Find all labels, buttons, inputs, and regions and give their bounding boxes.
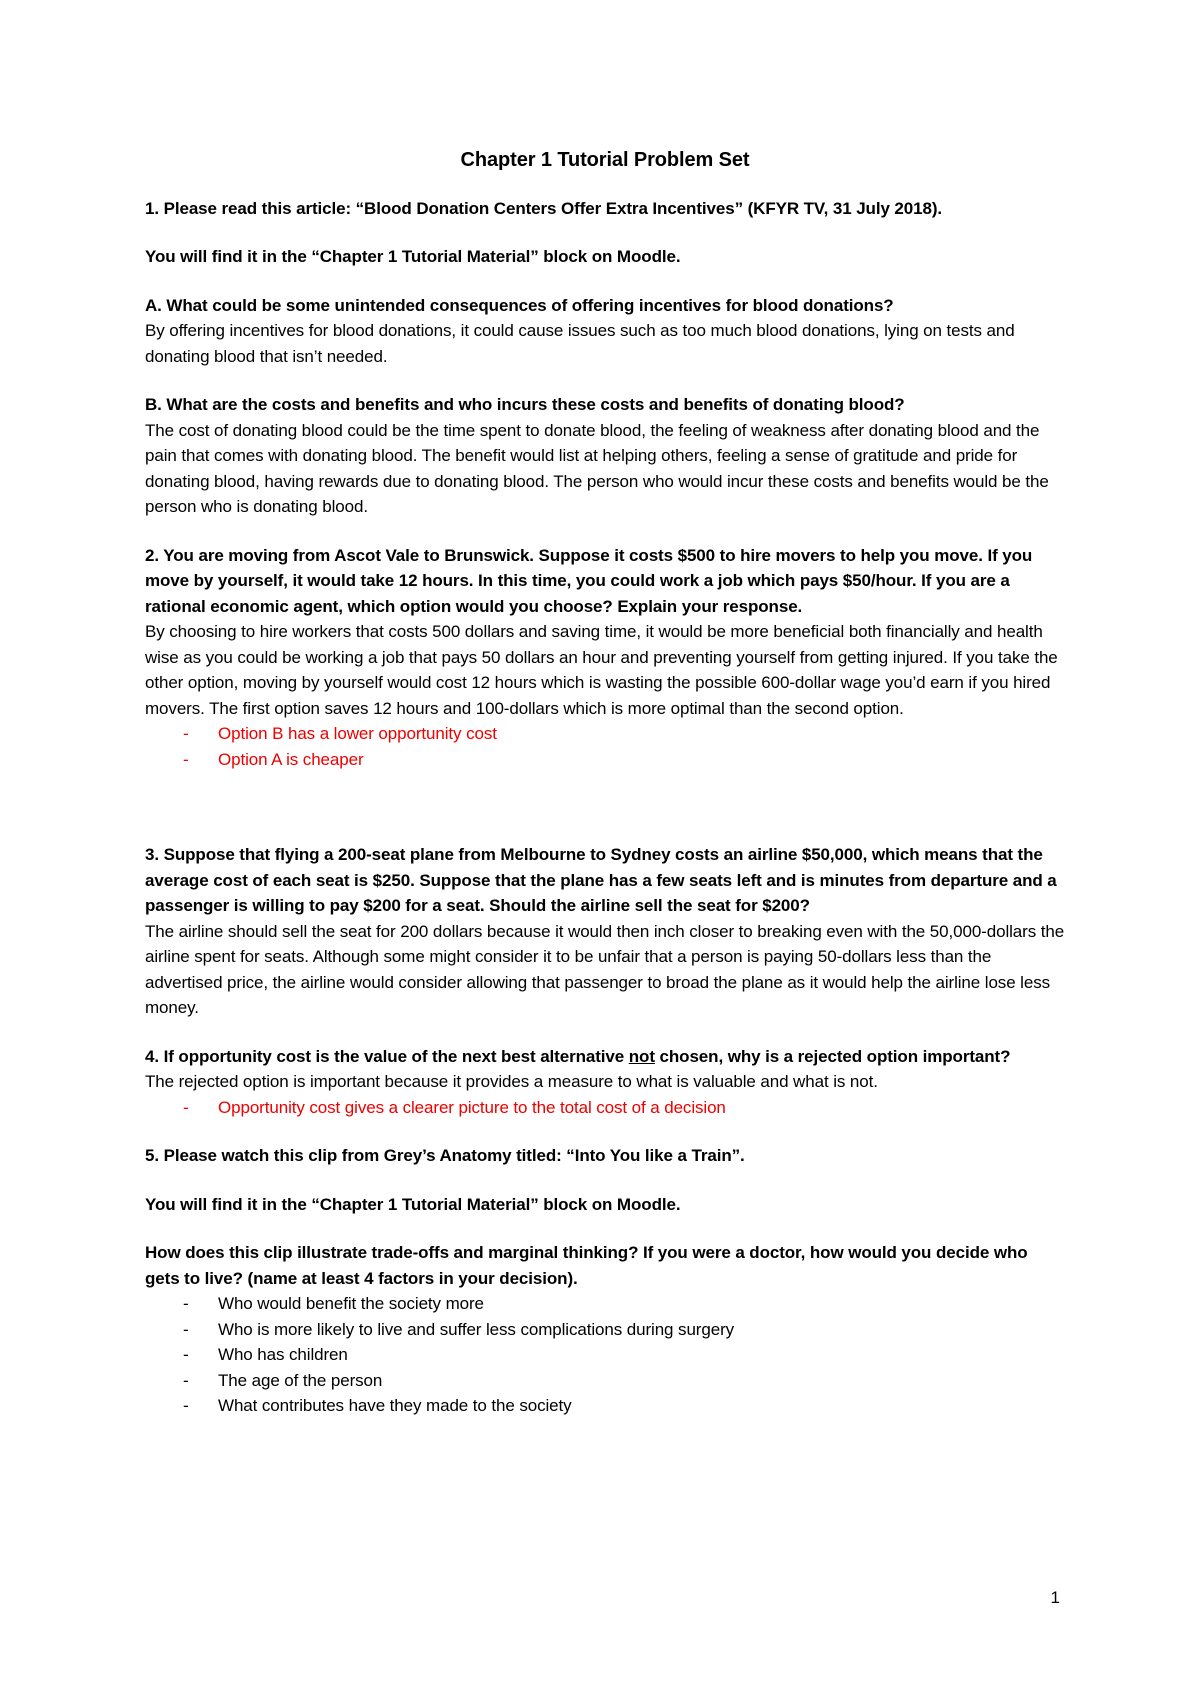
q2-block <box>145 543 1065 773</box>
list-item: - Opportunity cost gives a clearer picture to the total cost of a decision <box>145 1095 1065 1121</box>
list-item: - What contributes have they made to the society <box>145 1393 1065 1419</box>
list-item: - Option A is cheaper <box>145 747 1065 773</box>
page-title: Chapter 1 Tutorial Problem Set <box>460 149 750 171</box>
q1-prompt: 1. Please read this article: “Blood Donation Centers Offer Extra Incentives” (KFYR TV, 31 July 2018). <box>145 198 943 218</box>
document-body <box>145 148 1065 1419</box>
spacer <box>145 772 1065 842</box>
q4-notes-list <box>145 1095 1065 1121</box>
q1-part-a <box>145 293 1065 370</box>
q5-moodle-note: You will find it in the “Chapter 1 Tutorial Material” block on Moodle. <box>145 1194 681 1214</box>
list-item: - Who would benefit the society more <box>145 1291 1065 1317</box>
q4-question-post: chosen, why is a rejected option important? <box>654 1046 1011 1066</box>
q4-question-pre: 4. If opportunity cost is the value of the next best alternative <box>145 1046 629 1066</box>
q1-b-answer: The cost of donating blood could be the time spent to donate blood, the feeling of weakness after donating blood and the pain that comes with donating blood. The benefit would list at helping others, feeling a sense of gratitude and pride for donating blood, having rewards due to donating blood. The person who would incur these costs and benefits would be the person who is donating blood. <box>145 420 1049 516</box>
list-item: - Option B has a lower opportunity cost <box>145 721 1065 747</box>
q4-question-underlined: not <box>628 1046 655 1066</box>
q3-block <box>145 842 1065 1021</box>
q4-block <box>145 1044 1065 1121</box>
q3-question: 3. Suppose that flying a 200-seat plane from Melbourne to Sydney costs an airline $50,000, which means that the average cost of each seat is $250. Suppose that the plane has a few seats left and is minutes from departure and a passenger is willing to pay $200 for a seat. Should the airline sell the seat for $200? <box>145 845 1057 915</box>
q4-answer: The rejected option is important because it provides a measure to what is valuable and what is not. <box>145 1072 878 1091</box>
q5-block <box>145 1240 1065 1419</box>
q2-answer: By choosing to hire workers that costs 500 dollars and saving time, it would be more beneficial both financially and health wise as you could be working a job that pays 50 dollars an hour and preventing yourself from getting injured. If you take the other option, moving by yourself would cost 12 hours which is wasting the possible 600-dollar wage you’d earn if you hired movers. The first option saves 12 hours and 100-dollars which is more optimal than the second option. <box>145 622 1058 718</box>
q5-factors-list <box>145 1291 1065 1419</box>
q1-a-question: A. What could be some unintended consequences of offering incentives for blood donations? <box>145 295 894 315</box>
q1-b-question: B. What are the costs and benefits and who incurs these costs and benefits of donating blood? <box>145 395 905 414</box>
q5-prompt: 5. Please watch this clip from Grey’s Anatomy titled: “Into You like a Train”. <box>145 1146 745 1165</box>
list-item: - The age of the person <box>145 1368 1065 1394</box>
q1-part-b <box>145 392 1065 520</box>
q3-answer: The airline should sell the seat for 200 dollars because it would then inch closer to breaking even with the 50,000-dollars the airline spent for seats. Although some might consider it to be unfair that a person is paying 50-dollars less than the advertised price, the airline would consider allowing that passenger to broad the plane as it would help the airline lose less money. <box>145 921 1065 1017</box>
q4-question <box>145 1047 1010 1066</box>
q1-a-answer: By offering incentives for blood donations, it could cause issues such as too much blood donations, lying on tests and donating blood that isn’t needed. <box>145 321 1015 366</box>
q2-notes-list <box>145 721 1065 772</box>
q2-question: 2. You are moving from Ascot Vale to Brunswick. Suppose it costs $500 to hire movers to help you move. If you move by yourself, it would take 12 hours. In this time, you could work a job which pays $50/hour. If you are a rational economic agent, which option would you choose? Explain your response. <box>145 545 1033 616</box>
q1-moodle-note: You will find it in the “Chapter 1 Tutorial Material” block on Moodle. <box>145 247 681 266</box>
list-item: - Who has children <box>145 1342 1065 1368</box>
page-number: 1 <box>1050 1588 1060 1607</box>
list-item: - Who is more likely to live and suffer less complications during surgery <box>145 1317 1065 1343</box>
q5-question: How does this clip illustrate trade-offs and marginal thinking? If you were a doctor, how would you decide who gets to live? (name at least 4 factors in your decision). <box>145 1243 1028 1288</box>
